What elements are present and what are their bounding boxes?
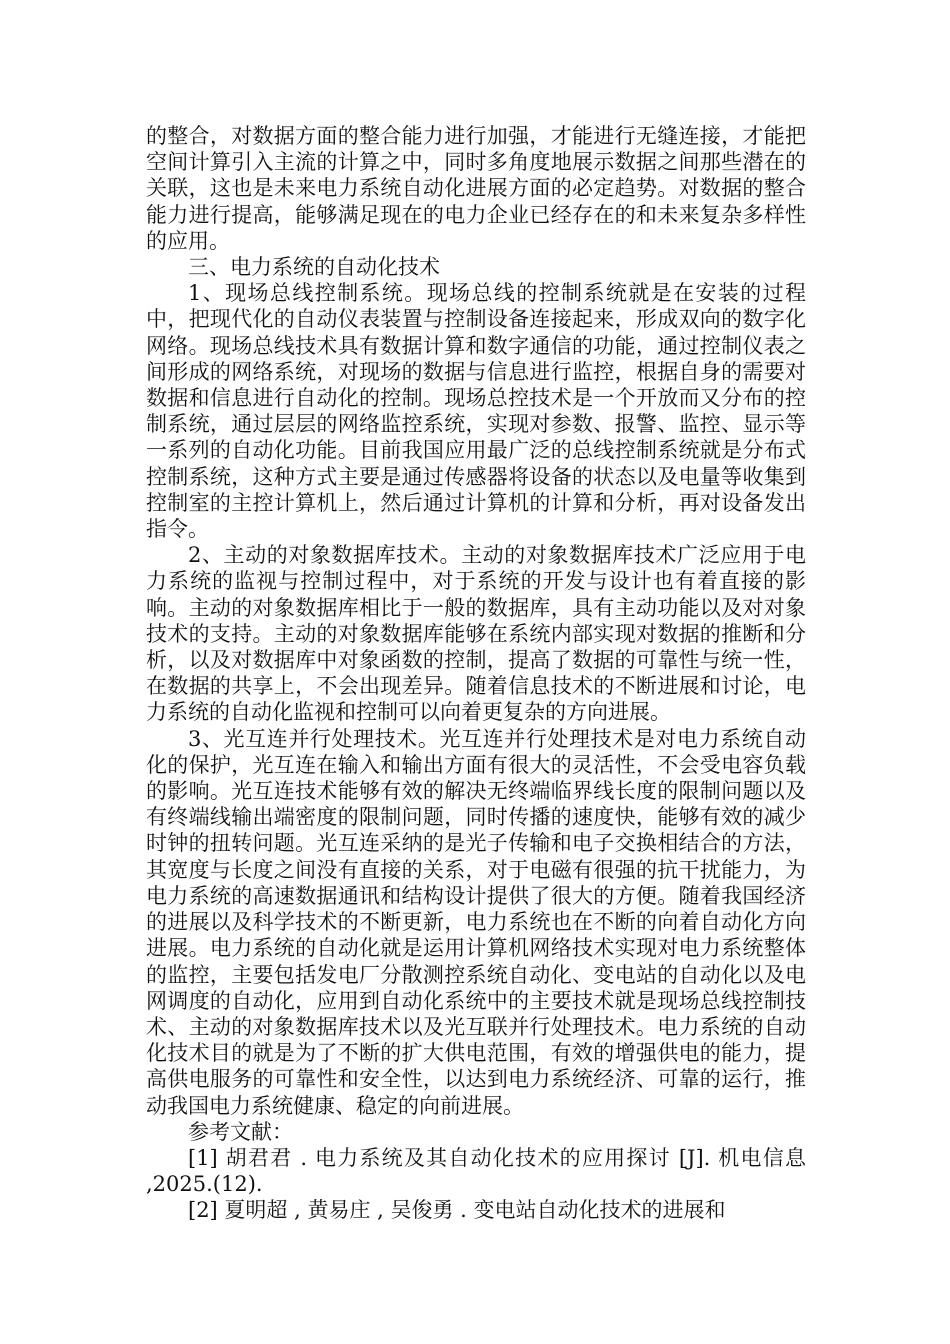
paragraph-fieldbus-control: 1、现场总线控制系统。现场总线的控制系统就是在安装的过程中，把现代化的自动仪表装置与控制设备连接起来，形成双向的数字化网络。现场总线技术具有数据计算和数字通信的功能，通过控制仪表之间形成的网络系统，对现场的数据与信息进行监控，根据自身的需要对数据和信息进行自动化的控制。现场总控技术是一个开放而又分布的控制系统，通过层层的网络监控系统，实现对参数、报警、监控、显示等一系列的自动化功能。目前我国应用最广泛的总线控制系统就是分布式控制系统，这种方式主要是通过传感器将设备的状态以及电量等收集到控制室的主控计算机上，然后通过计算机的计算和分析，再对设备发出指令。	[146, 281, 806, 542]
paragraph-active-object-database: 2、主动的对象数据库技术。主动的对象数据库技术广泛应用于电力系统的监视与控制过程中，对于系统的开发与设计也有着直接的影响。主动的对象数据库相比于一般的数据库，具有主动功能以及对对象技术的支持。主动的对象数据库能够在系统内部实现对数据的推断和分析，以及对数据库中对象函数的控制，提高了数据的可靠性与统一性，在数据的共享上，不会出现差异。随着信息技术的不断进展和讨论，电力系统的自动化监视和控制可以向着更复杂的方向进展。	[146, 543, 806, 725]
document-body	[146, 123, 806, 1224]
paragraph-optical-interconnect: 3、光互连并行处理技术。光互连并行处理技术是对电力系统自动化的保护，光互连在输入和输出方面有很大的灵活性，不会受电容负载的影响。光互连技术能够有效的解决无终端临界线长度的限制问题以及有终端线输出端密度的限制问题，同时传播的速度快，能够有效的减少时钟的扭转问题。光互连采纳的是光子传输和电子交换相结合的方法，其宽度与长度之间没有直接的关系，对于电磁有很强的抗干扰能力，为电力系统的高速数据通讯和结构设计提供了很大的方便。随着我国经济的进展以及科学技术的不断更新，电力系统也在不断的向着自动化方向进展。电力系统的自动化就是运用计算机网络技术实现对电力系统整体的监控，主要包括发电厂分散测控系统自动化、变电站的自动化以及电网调度的自动化，应用到自动化系统中的主要技术就是现场总线控制技术、主动的对象数据库技术以及光互联并行处理技术。电力系统的自动化技术目的就是为了不断的扩大供电范围，有效的增强供电的能力，提高供电服务的可靠性和安全性，以达到电力系统经济、可靠的运行，推动我国电力系统健康、稳定的向前进展。	[146, 726, 806, 1118]
references-heading: 参考文献：	[188, 1119, 293, 1144]
paragraph-continuation: 的整合，对数据方面的整合能力进行加强，才能进行无缝连接，才能把空间计算引入主流的计算之中，同时多角度地展示数据之间那些潜在的关联，这也是未来电力系统自动化进展方面的必定趋势。对数据的整合能力进行提高，能够满足现在的电力企业已经存在的和未来复杂多样性的应用。	[146, 124, 806, 253]
section-heading-automation-technology: 三、电力系统的自动化技术	[188, 255, 440, 280]
reference-item-1: [1] 胡君君 . 电力系统及其自动化技术的应用探讨 [J]. 机电信息 ,2025.(12).	[146, 1145, 806, 1197]
reference-item-2: [2] 夏明超 , 黄易庄 , 吴俊勇 . 变电站自动化技术的进展和	[188, 1198, 726, 1223]
